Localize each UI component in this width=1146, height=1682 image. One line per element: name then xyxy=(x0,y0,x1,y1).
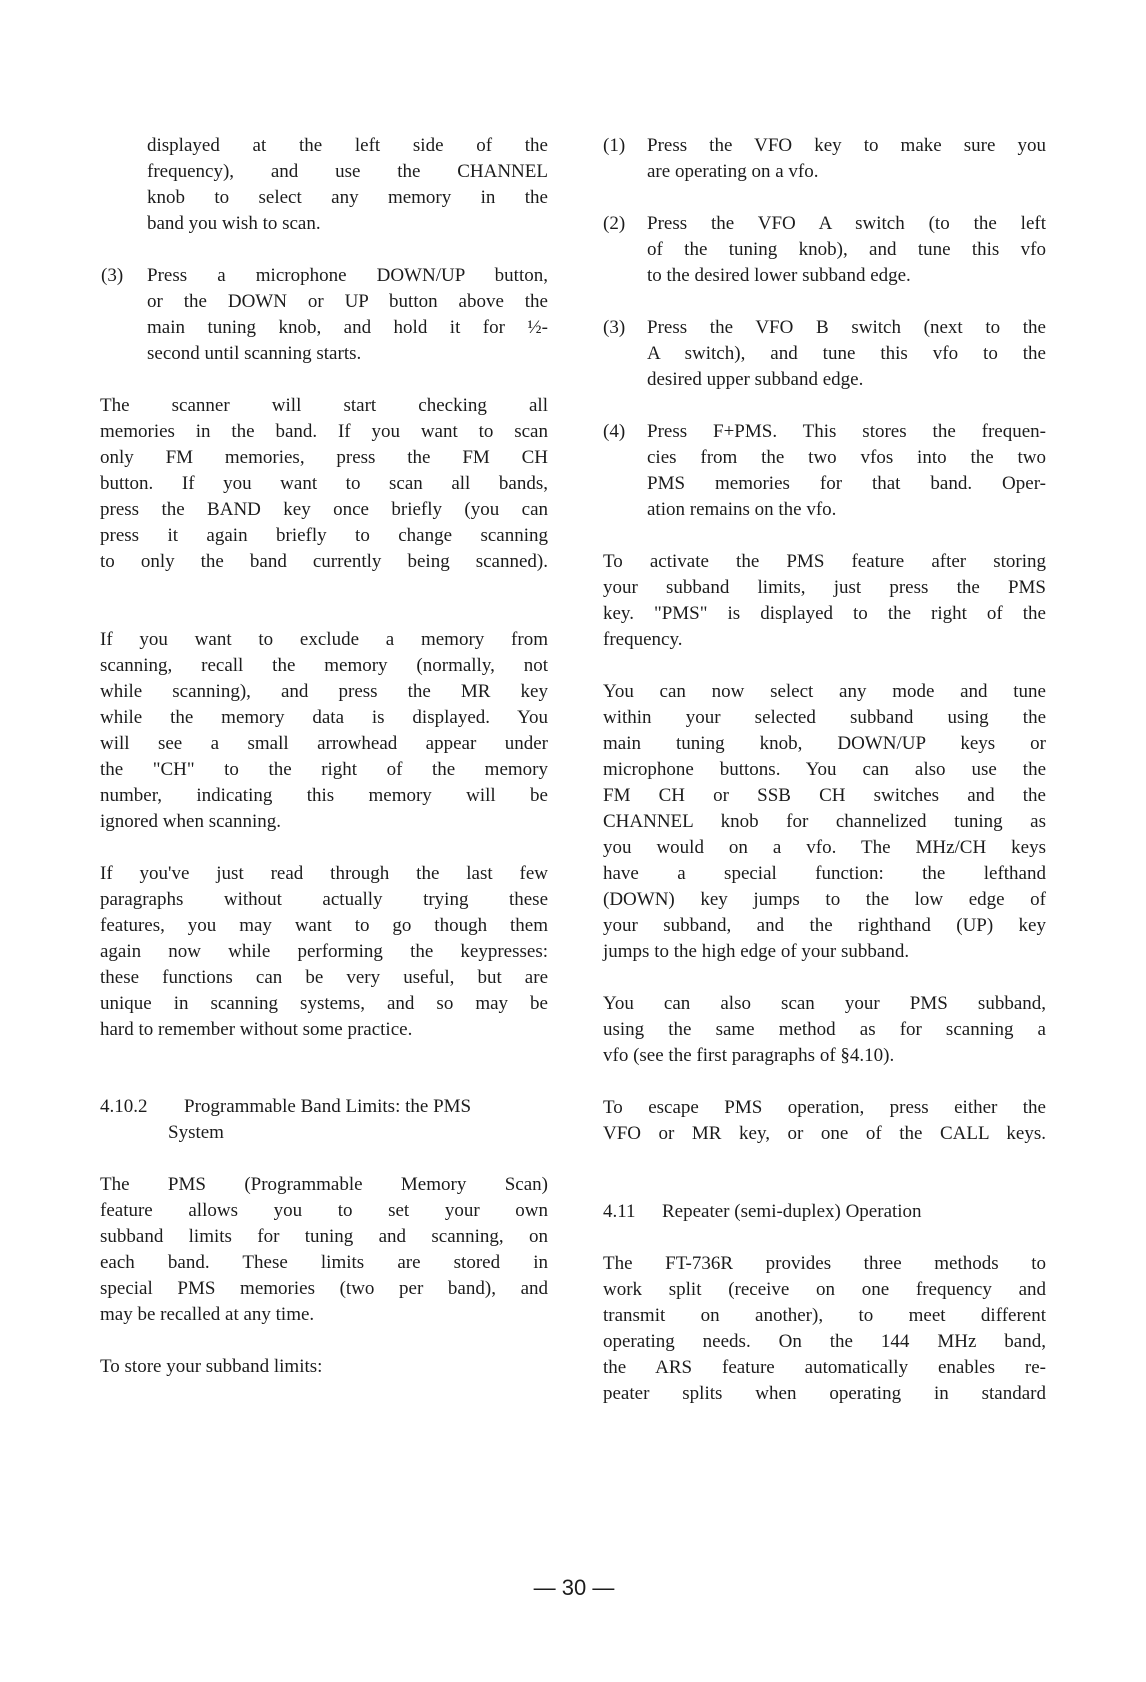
text-line: again now while performing the keypresses: xyxy=(100,941,548,962)
text-line: will see a small arrowhead appear under xyxy=(100,733,548,754)
text-line: special PMS memories (two per band), and xyxy=(100,1278,548,1299)
text-line: scanning, recall the memory (normally, not xyxy=(100,655,548,676)
text-line: while scanning), and press the MR key xyxy=(100,681,548,702)
text-line: you would on a vfo. The MHz/CH keys xyxy=(603,837,1046,858)
text-line: Press the VFO B switch (next to the xyxy=(647,317,1046,338)
text-line: knob to select any memory in the xyxy=(147,187,548,208)
text-line: jumps to the high edge of your subband. xyxy=(603,941,910,962)
section-title-continued: System xyxy=(168,1122,224,1143)
text-line: unique in scanning systems, and so may be xyxy=(100,993,548,1014)
text-line: the ARS feature automatically enables re- xyxy=(603,1357,1046,1378)
text-line: The PMS (Programmable Memory Scan) xyxy=(100,1174,548,1195)
text-line: ation remains on the vfo. xyxy=(647,499,837,520)
step-number: (4) xyxy=(603,421,626,442)
text-line: these functions can be very useful, but are xyxy=(100,967,548,988)
text-line: number, indicating this memory will be xyxy=(100,785,548,806)
section-title: Programmable Band Limits: the PMS xyxy=(184,1096,472,1117)
text-line: the "CH" to the right of the memory xyxy=(100,759,548,780)
text-line: If you've just read through the last few xyxy=(100,863,548,884)
text-line: PMS memories for that band. Oper- xyxy=(647,473,1046,494)
text-line: only FM memories, press the FM CH xyxy=(100,447,548,468)
text-line: ignored when scanning. xyxy=(100,811,281,832)
text-line: are operating on a vfo. xyxy=(647,161,819,182)
text-line: VFO or MR key, or one of the CALL keys. xyxy=(603,1123,1046,1144)
step-number: (2) xyxy=(603,213,626,234)
text-line: CHANNEL knob for channelized tuning as xyxy=(603,811,1046,832)
text-line: frequency), and use the CHANNEL xyxy=(147,161,548,182)
text-line: memories in the band. If you want to scan xyxy=(100,421,548,442)
text-line: while the memory data is displayed. You xyxy=(100,707,548,728)
text-line: feature allows you to set your own xyxy=(100,1200,548,1221)
text-line: main tuning knob, DOWN/UP keys or xyxy=(603,733,1046,754)
text-line: vfo (see the first paragraphs of §4.10). xyxy=(603,1045,895,1066)
text-line: Press the VFO key to make sure you xyxy=(647,135,1046,156)
text-line: key. "PMS" is displayed to the right of the xyxy=(603,603,1046,624)
text-line: (DOWN) key jumps to the low edge of xyxy=(603,889,1046,910)
text-line: main tuning knob, and hold it for ½- xyxy=(147,317,548,338)
text-line: may be recalled at any time. xyxy=(100,1304,315,1325)
text-line: work split (receive on one frequency and xyxy=(603,1279,1046,1300)
text-line: button. If you want to scan all bands, xyxy=(100,473,548,494)
step-number: (1) xyxy=(603,135,626,156)
text-line: your subband, and the righthand (UP) key xyxy=(603,915,1046,936)
text-line: subband limits for tuning and scanning, on xyxy=(100,1226,548,1247)
text-line: cies from the two vfos into the two xyxy=(647,447,1046,468)
text-line: paragraphs without actually trying these xyxy=(100,889,548,910)
paragraph-store-limits: To store your subband limits: xyxy=(100,1356,323,1377)
text-line: band you wish to scan. xyxy=(147,213,321,234)
text-line: FM CH or SSB CH switches and the xyxy=(603,785,1046,806)
text-line: to the desired lower subband edge. xyxy=(647,265,911,286)
section-number: 4.10.2 xyxy=(100,1096,148,1117)
text-line: second until scanning starts. xyxy=(147,343,362,364)
text-line: The scanner will start checking all xyxy=(100,395,548,416)
text-line: within your selected subband using the xyxy=(603,707,1046,728)
text-line: You can also scan your PMS subband, xyxy=(603,993,1046,1014)
text-line: Press F+PMS. This stores the frequen- xyxy=(647,421,1046,442)
section-number: 4.11 xyxy=(603,1201,636,1222)
text-line: using the same method as for scanning a xyxy=(603,1019,1046,1040)
text-line: have a special function: the lefthand xyxy=(603,863,1046,884)
section-title: Repeater (semi-duplex) Operation xyxy=(662,1201,922,1222)
page-number: — 30 — xyxy=(533,1575,615,1600)
text-line: Press the VFO A switch (to the left xyxy=(647,213,1046,234)
text-line: to only the band currently being scanned). xyxy=(100,551,548,572)
text-line: press the BAND key once briefly (you can xyxy=(100,499,548,520)
text-line: press it again briefly to change scanning xyxy=(100,525,548,546)
text-line: or the DOWN or UP button above the xyxy=(147,291,548,312)
text-line: hard to remember without some practice. xyxy=(100,1019,413,1040)
text-line: frequency. xyxy=(603,629,683,650)
text-line: desired upper subband edge. xyxy=(647,369,864,390)
text-line: To escape PMS operation, press either the xyxy=(603,1097,1046,1118)
text-line: displayed at the left side of the xyxy=(147,135,548,156)
text-line: features, you may want to go though them xyxy=(100,915,548,936)
text-line: peater splits when operating in standard xyxy=(603,1383,1046,1404)
text-line: You can now select any mode and tune xyxy=(603,681,1046,702)
text-line: operating needs. On the 144 MHz band, xyxy=(603,1331,1046,1352)
text-line: each band. These limits are stored in xyxy=(100,1252,548,1273)
text-line: If you want to exclude a memory from xyxy=(100,629,548,650)
text-line: microphone buttons. You can also use the xyxy=(603,759,1046,780)
step-number: (3) xyxy=(603,317,626,338)
text-line: of the tuning knob), and tune this vfo xyxy=(647,239,1046,260)
text-line: your subband limits, just press the PMS xyxy=(603,577,1046,598)
text-line: Press a microphone DOWN/UP button, xyxy=(147,265,548,286)
step-number: (3) xyxy=(101,265,124,286)
text-line: transmit on another), to meet different xyxy=(603,1305,1046,1326)
text-line: To activate the PMS feature after storing xyxy=(603,551,1046,572)
text-line: A switch), and tune this vfo to the xyxy=(647,343,1046,364)
text-line: The FT-736R provides three methods to xyxy=(603,1253,1046,1274)
